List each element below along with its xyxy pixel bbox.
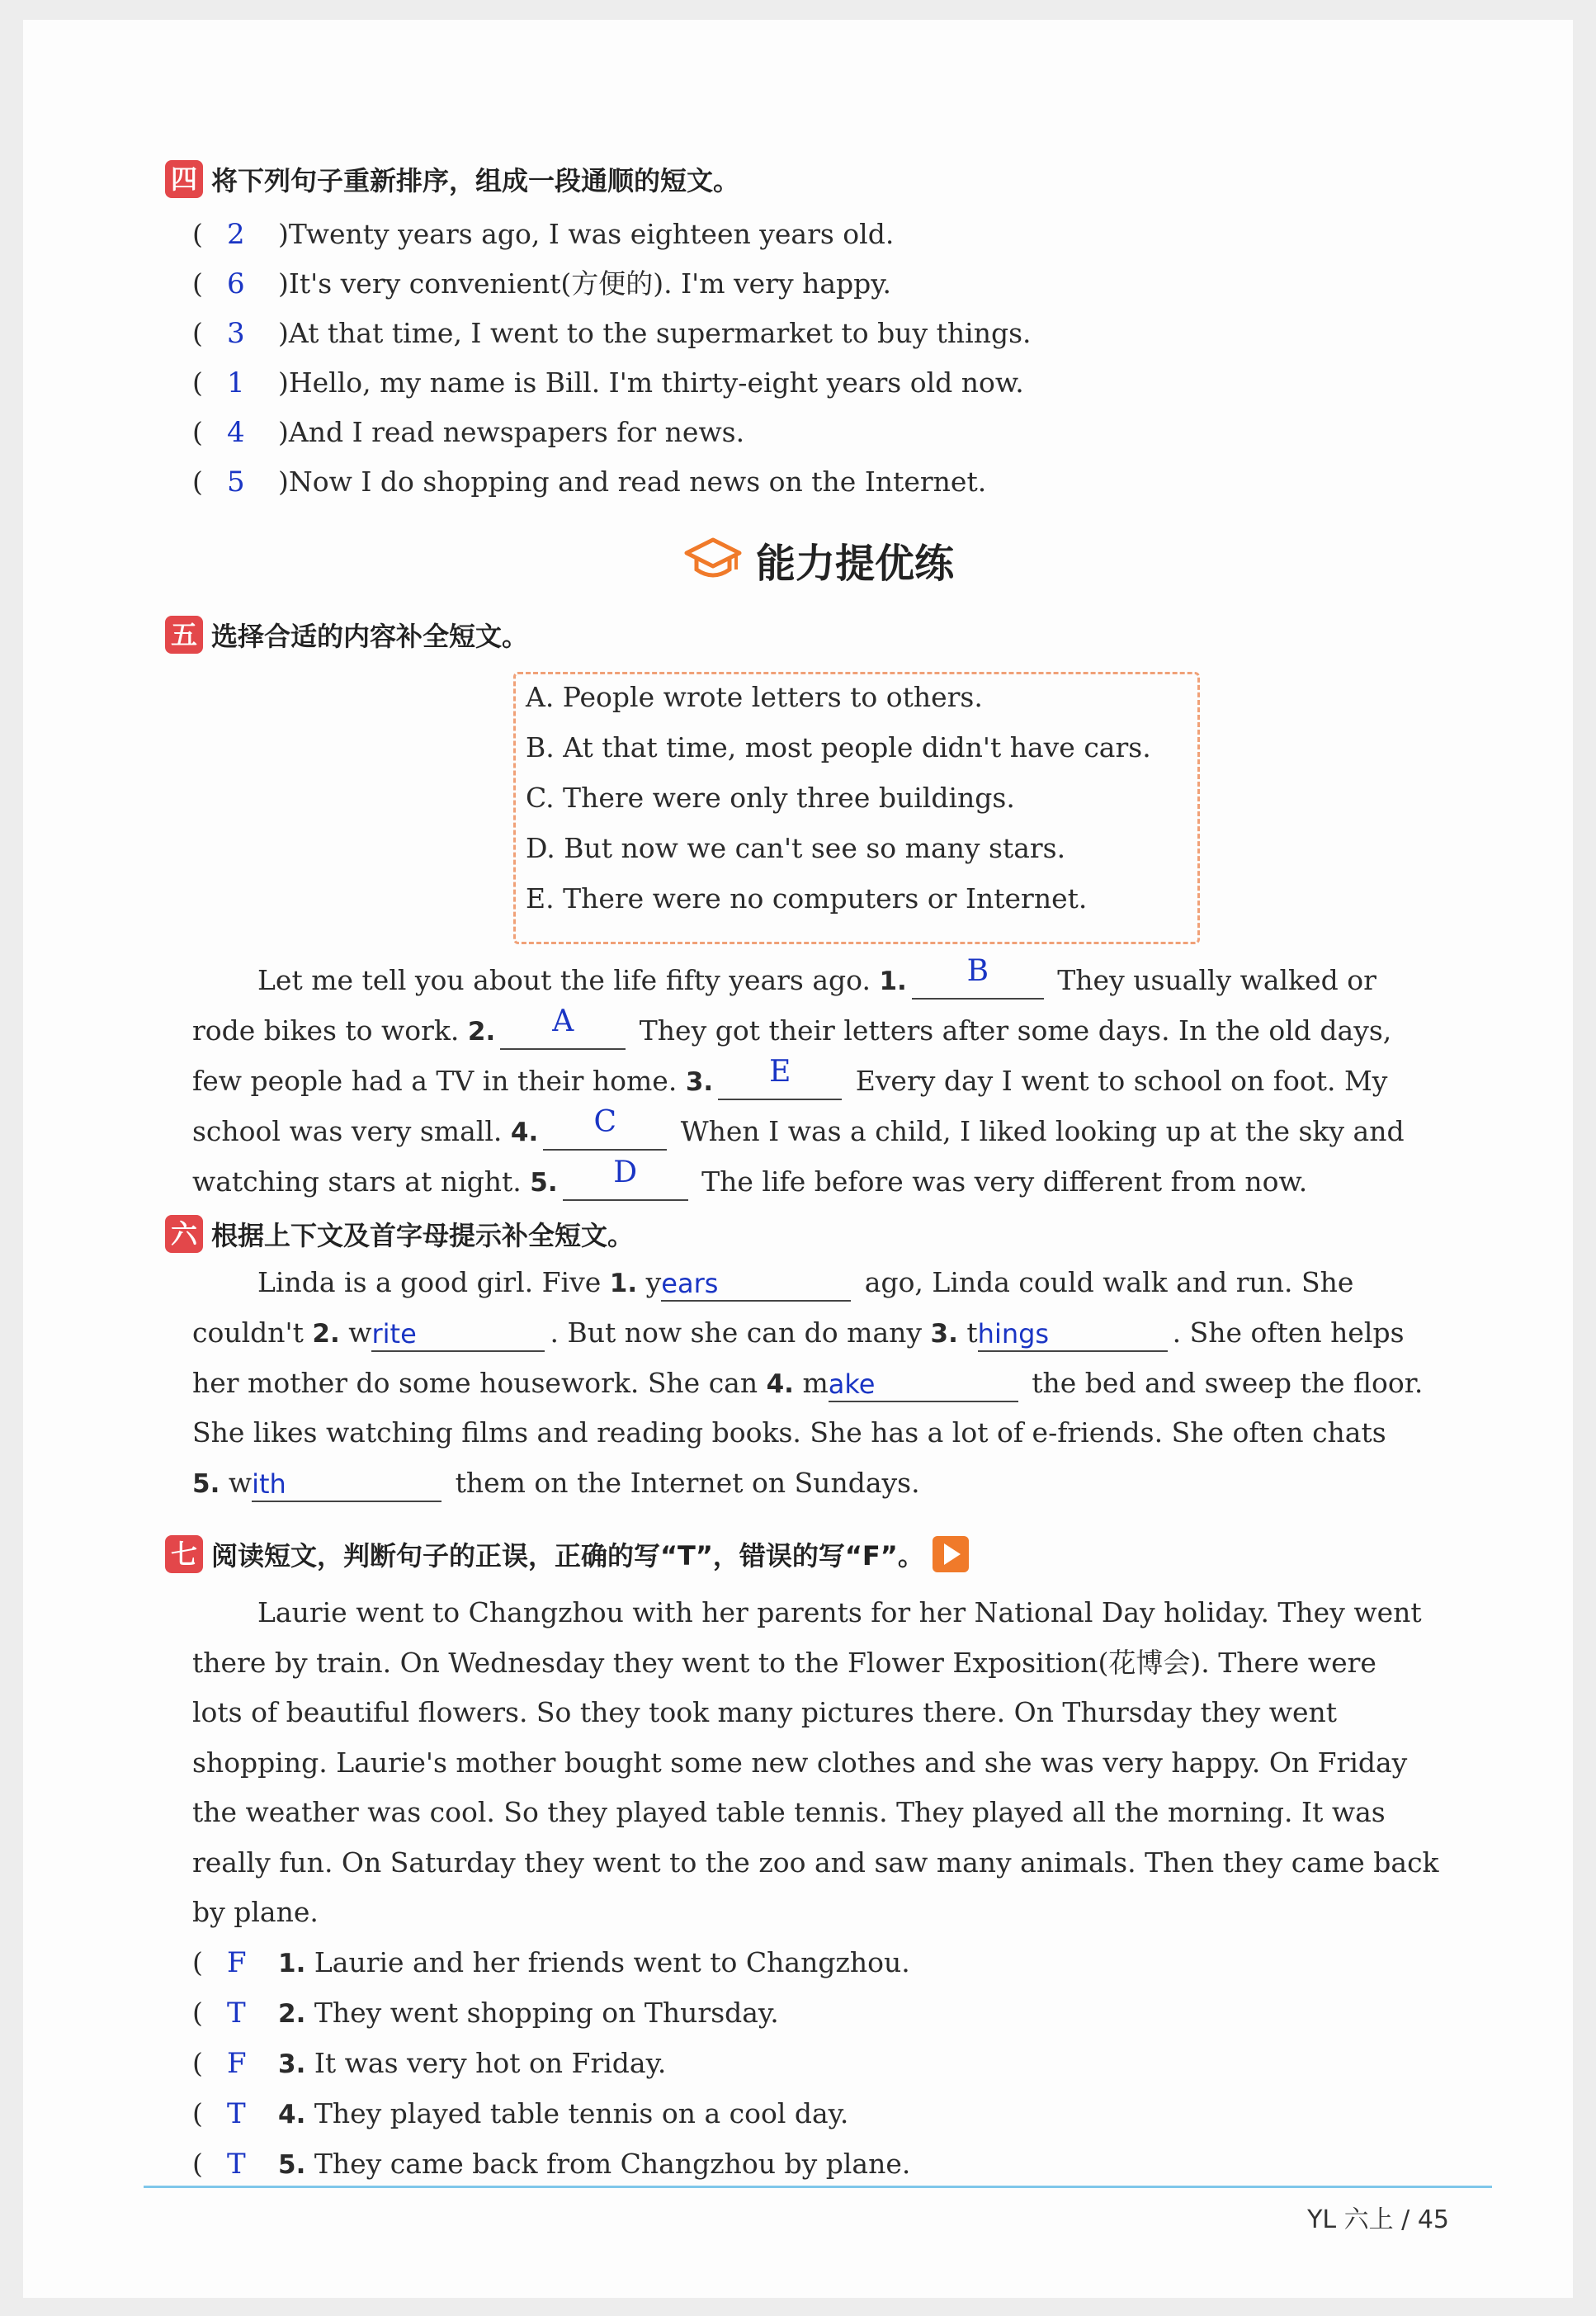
section4-title: 将下列句子重新排序，组成一段通顺的短文。 xyxy=(211,165,740,196)
blank-number: 3. xyxy=(930,1319,958,1349)
answer-paren[interactable]: ( 4 xyxy=(192,416,245,449)
s6-line-5 xyxy=(192,1465,920,1502)
blank-number: 5. xyxy=(192,1469,220,1499)
option-b: B. At that time, most people didn't have cars. xyxy=(526,731,1151,763)
item-number: 1. xyxy=(278,1949,306,1978)
statement: They came back from Changzhou by plane. xyxy=(314,2148,911,2180)
workbook-page xyxy=(23,20,1573,2298)
s5-line-1 xyxy=(257,954,1376,1000)
judge-item xyxy=(192,2096,848,2133)
s5-line-3 xyxy=(192,1055,1388,1100)
sentence: )It's very convenient(方便的). I'm very happy. xyxy=(278,267,891,300)
answer: F xyxy=(227,1946,247,1979)
passage-line: by plane. xyxy=(192,1896,319,1928)
item-number: 3. xyxy=(278,2049,306,2079)
answer-paren[interactable]: ( 2 xyxy=(192,218,245,251)
item-number: 4. xyxy=(278,2100,306,2129)
text: rode bikes to work. xyxy=(192,1014,460,1047)
text: Every day I went to school on foot. My xyxy=(855,1065,1388,1097)
s5-line-5 xyxy=(192,1156,1308,1201)
sentence: )And I read newspapers for news. xyxy=(278,416,745,448)
answer-paren[interactable]: ( F xyxy=(192,1946,247,1979)
item-number: 2. xyxy=(278,1999,306,2029)
answer-blank[interactable] xyxy=(563,1156,688,1201)
option-e: E. There were no computers or Internet. xyxy=(526,882,1088,915)
answer: B xyxy=(966,954,989,988)
section5-header xyxy=(165,616,528,654)
answer-paren[interactable]: ( T xyxy=(192,1997,246,2030)
text: They got their letters after some days. In the old days, xyxy=(639,1014,1392,1047)
section5-title: 选择合适的内容补全短文。 xyxy=(211,621,529,652)
blank-number: 5. xyxy=(530,1168,558,1198)
text: . But now she can do many xyxy=(550,1316,923,1349)
order-item xyxy=(192,365,1024,401)
graduation-cap-icon xyxy=(683,536,743,584)
answer: T xyxy=(227,2148,246,2181)
section7-header xyxy=(165,1535,969,1573)
answer-paren[interactable]: ( 5 xyxy=(192,466,245,499)
answer-blank[interactable] xyxy=(543,1105,667,1151)
answer-blank[interactable] xyxy=(252,1468,441,1502)
statement: They went shopping on Thursday. xyxy=(314,1997,779,2029)
answer-blank[interactable] xyxy=(912,954,1044,1000)
text: When I was a child, I liked looking up at the sky and xyxy=(680,1115,1405,1147)
answer: ake xyxy=(828,1368,876,1400)
answer-paren[interactable]: ( 1 xyxy=(192,366,245,399)
answer: ith xyxy=(252,1468,286,1500)
answer: T xyxy=(227,2097,246,2130)
first-letter-hint: w xyxy=(228,1467,253,1499)
statement: Laurie and her friends went to Changzhou. xyxy=(314,1946,910,1978)
first-letter-hint: t xyxy=(966,1316,978,1349)
answer: 4 xyxy=(227,416,245,449)
blank-number: 4. xyxy=(510,1118,539,1147)
section6-badge: 六 xyxy=(165,1215,203,1253)
answer: F xyxy=(227,2047,247,2080)
passage-line: really fun. On Saturday they went to the zoo and saw many animals. Then they came back xyxy=(192,1846,1439,1879)
s6-line-2 xyxy=(192,1315,1405,1352)
section6-header xyxy=(165,1215,634,1253)
answer-blank[interactable] xyxy=(978,1317,1168,1352)
ability-title: 能力提优练 xyxy=(756,541,955,587)
answer-paren[interactable]: ( T xyxy=(192,2097,246,2130)
answer: 2 xyxy=(227,218,245,251)
answer: 3 xyxy=(227,317,245,350)
blank-number: 2. xyxy=(312,1319,340,1349)
answer-paren[interactable]: ( 3 xyxy=(192,317,245,350)
item-number: 5. xyxy=(278,2150,306,2180)
order-item xyxy=(192,266,891,302)
play-video-icon[interactable] xyxy=(933,1536,969,1572)
judge-item xyxy=(192,2146,910,2183)
first-letter-hint: w xyxy=(348,1316,372,1349)
blank-number: 1. xyxy=(879,967,907,996)
answer-blank[interactable] xyxy=(718,1055,842,1100)
judge-item xyxy=(192,1995,779,2032)
answer: A xyxy=(552,1004,574,1038)
section5-badge: 五 xyxy=(165,616,203,654)
judge-item xyxy=(192,2045,666,2082)
answer: rite xyxy=(371,1318,417,1349)
passage-line: lots of beautiful flowers. So they took many pictures there. On Thursday they went xyxy=(192,1696,1338,1728)
sentence: )Twenty years ago, I was eighteen years old. xyxy=(278,218,895,250)
answer: C xyxy=(593,1105,616,1139)
order-item xyxy=(192,464,986,500)
text: They usually walked or xyxy=(1057,964,1376,996)
answer: 6 xyxy=(227,267,245,300)
s6-line-1 xyxy=(257,1264,1353,1302)
section4-badge: 四 xyxy=(165,160,203,198)
answer: E xyxy=(769,1055,791,1089)
option-a: A. People wrote letters to others. xyxy=(526,681,983,713)
answer-blank[interactable] xyxy=(371,1317,545,1352)
text: . She often helps xyxy=(1172,1316,1405,1349)
blank-number: 2. xyxy=(467,1017,496,1047)
passage-line: the weather was cool. So they played table tennis. They played all the morning. It was xyxy=(192,1796,1386,1828)
answer: T xyxy=(227,1997,246,2030)
answer: hings xyxy=(977,1318,1050,1349)
text: few people had a TV in their home. xyxy=(192,1065,678,1097)
text: the bed and sweep the floor. xyxy=(1032,1367,1424,1399)
blank-number: 4. xyxy=(766,1369,794,1399)
sentence: )Hello, my name is Bill. I'm thirty-eight years old now. xyxy=(278,366,1024,399)
sentence: )At that time, I went to the supermarket to buy things. xyxy=(278,317,1032,349)
order-item xyxy=(192,216,894,253)
order-item xyxy=(192,315,1032,352)
blank-number: 3. xyxy=(685,1067,714,1097)
s5-line-4 xyxy=(192,1105,1405,1151)
option-d: D. But now we can't see so many stars. xyxy=(526,832,1066,864)
s5-line-2 xyxy=(192,1004,1392,1050)
answer-paren[interactable]: ( F xyxy=(192,2047,247,2080)
statement: It was very hot on Friday. xyxy=(314,2047,667,2079)
section4-header xyxy=(165,160,739,198)
first-letter-hint: y xyxy=(645,1266,662,1298)
passage-line: there by train. On Wednesday they went to the Flower Exposition(花博会). There were xyxy=(192,1646,1376,1679)
answer-blank[interactable] xyxy=(661,1267,851,1302)
passage-line: Laurie went to Changzhou with her parents for her National Day holiday. They went xyxy=(257,1596,1422,1628)
text: ago, Linda could walk and run. She xyxy=(864,1266,1354,1298)
options-box xyxy=(513,672,1200,944)
text: school was very small. xyxy=(192,1115,503,1147)
order-item xyxy=(192,414,744,451)
first-letter-hint: m xyxy=(802,1367,829,1399)
text: them on the Internet on Sundays. xyxy=(455,1467,920,1499)
answer-blank[interactable] xyxy=(829,1368,1018,1402)
s6-line-3 xyxy=(192,1365,1423,1402)
text: couldn't xyxy=(192,1316,304,1349)
text: her mother do some housework. She can xyxy=(192,1367,758,1399)
text: The life before was very different from now. xyxy=(701,1165,1308,1198)
s6-line-4: She likes watching films and reading books. She has a lot of e-friends. She often chats xyxy=(192,1416,1386,1449)
answer-paren[interactable]: ( 6 xyxy=(192,267,245,300)
text: Let me tell you about the life fifty years ago. xyxy=(257,964,871,996)
statement: They played table tennis on a cool day. xyxy=(314,2097,849,2129)
sentence: )Now I do shopping and read news on the Internet. xyxy=(278,466,987,498)
footer-divider xyxy=(144,2186,1492,2188)
page-footer: YL 六上 / 45 xyxy=(1307,2205,1449,2234)
section6-title: 根据上下文及首字母提示补全短文。 xyxy=(211,1220,635,1251)
passage-line: shopping. Laurie's mother bought some new clothes and she was very happy. On Friday xyxy=(192,1746,1408,1779)
answer-blank[interactable] xyxy=(500,1004,626,1050)
answer: ears xyxy=(661,1268,719,1299)
judge-item xyxy=(192,1945,910,1982)
answer: 1 xyxy=(227,366,245,399)
answer: 5 xyxy=(227,466,245,499)
option-c: C. There were only three buildings. xyxy=(526,782,1015,814)
answer-paren[interactable]: ( T xyxy=(192,2148,246,2181)
section7-title: 阅读短文，判断句子的正误，正确的写“T”，错误的写“F”。 xyxy=(211,1540,924,1572)
text: Linda is a good girl. Five xyxy=(257,1266,602,1298)
text: watching stars at night. xyxy=(192,1165,522,1198)
blank-number: 1. xyxy=(609,1269,638,1298)
answer: D xyxy=(613,1156,638,1189)
section7-badge: 七 xyxy=(165,1535,203,1573)
ability-header xyxy=(683,532,954,588)
